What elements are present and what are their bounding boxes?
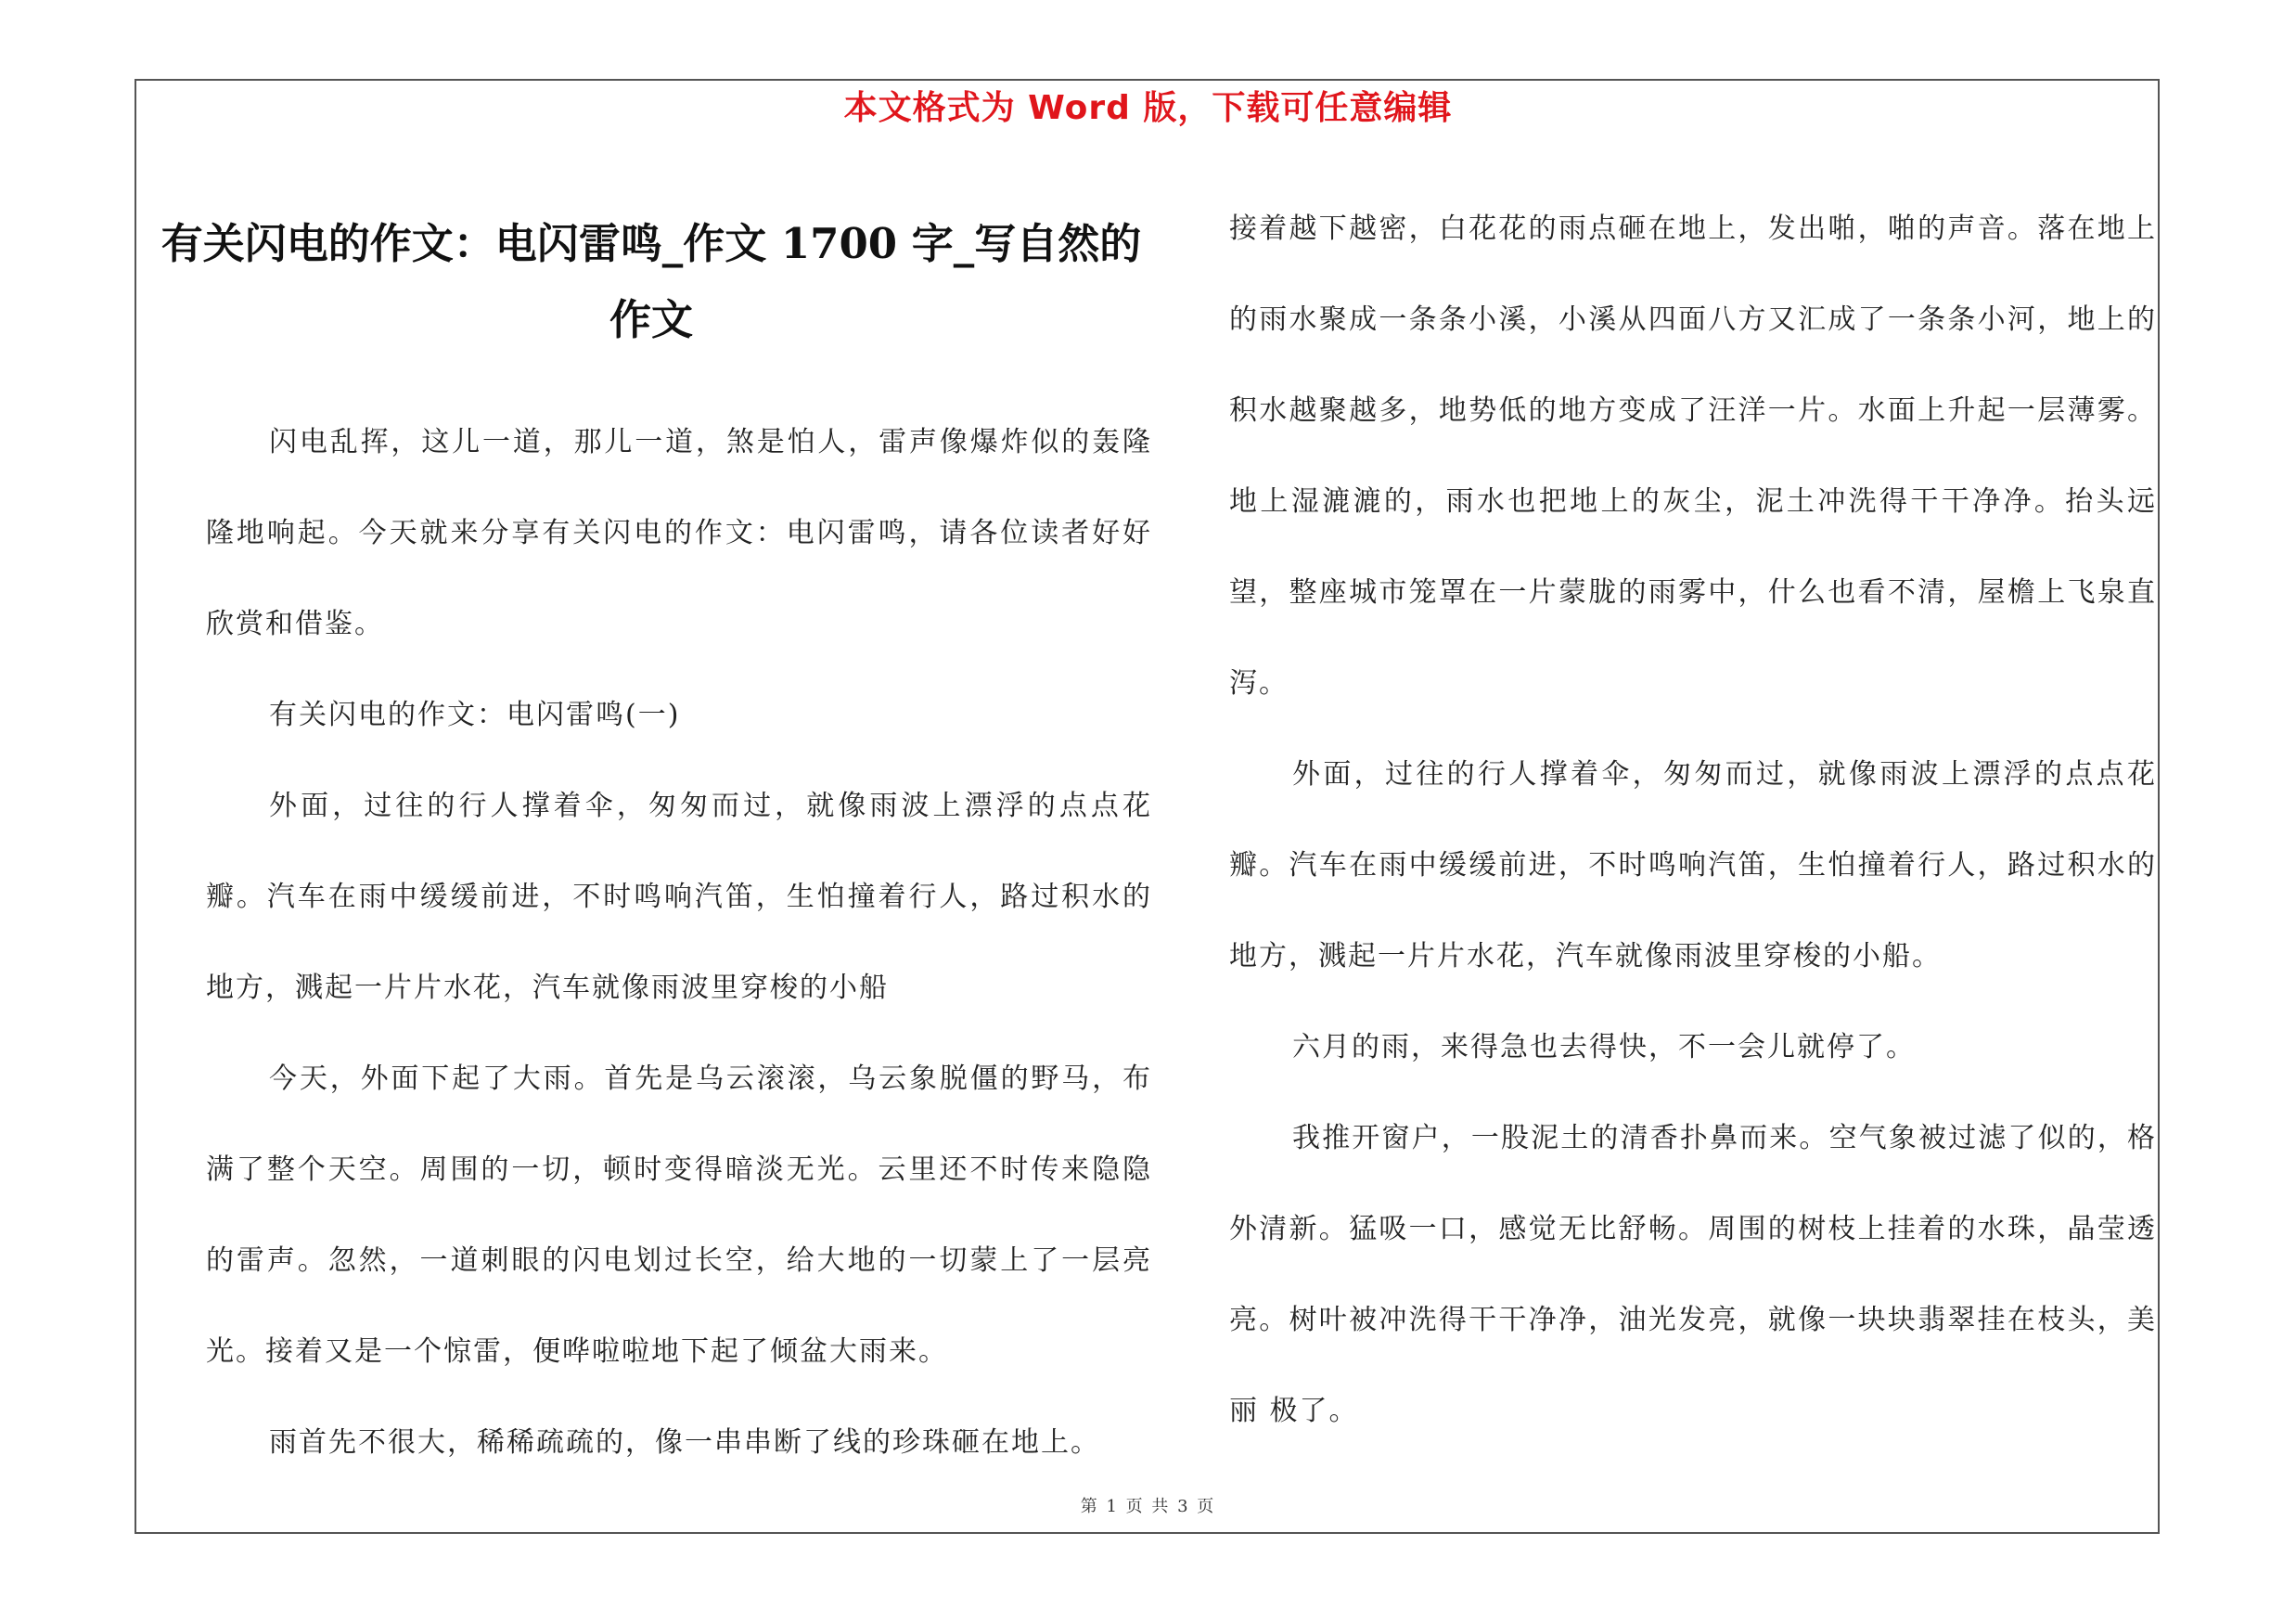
- right-column: [1229, 184, 2157, 1457]
- paragraph-intro: 闪电乱挥，这儿一道，那儿一道，煞是怕人，雷声像爆炸似的轰隆隆地响起。今天就来分享有关闪电的作文：电闪雷鸣，请各位读者好好欣赏和借鉴。: [206, 426, 1152, 640]
- paragraph-storm-begins: 今天，外面下起了大雨。首先是乌云滚滚，乌云象脱僵的野马，布满了整个天空。周围的一切，顿时变得暗淡无光。云里还不时传来隐隐的雷声。忽然，一道刺眼的闪电划过长空，给大地的一切蒙上了一层亮光。接着又是一个惊雷，便哗啦啦地下起了倾盆大雨来。: [206, 1063, 1152, 1368]
- paragraph-pedestrians-repeat: 外面，过往的行人撑着伞，匆匆而过，就像雨波上漂浮的点点花瓣。汽车在雨中缓缓前进，不时鸣响汽笛，生怕撞着行人，路过积水的地方，溅起一片片水花，汽车就像雨波里穿梭的小船。: [1229, 758, 2157, 973]
- document-title: 有关闪电的作文：电闪雷鸣_作文 1700 字_写自然的作文: [160, 219, 1142, 344]
- word-format-notice: 本文格式为 Word 版，下载可任意编辑: [843, 89, 1453, 127]
- section-heading: 有关闪电的作文：电闪雷鸣(一): [269, 699, 681, 731]
- page-number-label: 第 1 页 共 3 页: [1080, 1497, 1216, 1516]
- paragraph-june-rain: 六月的雨，来得急也去得快，不一会儿就停了。: [1292, 1031, 1916, 1063]
- paragraph-after-rain: 我推开窗户，一股泥土的清香扑鼻而来。空气象被过滤了似的，格外清新。猛吸一口，感觉无比舒畅。周围的树枝上挂着的水珠，晶莹透亮。树叶被冲洗得干干净净，油光发亮，就像一块块翡翠挂在枝头，美丽 极了。: [1229, 1122, 2157, 1427]
- paragraph-rain-continues: 接着越下越密，白花花的雨点砸在地上，发出啪，啪的声音。落在地上的雨水聚成一条条小溪，小溪从四面八方又汇成了一条条小河，地上的积水越聚越多，地势低的地方变成了汪洋一片。水面上升起一层薄雾。地上湿漉漉的，雨水也把地上的灰尘，泥土冲洗得干干净净。抬头远望，整座城市笼罩在一片蒙胧的雨雾中，什么也看不清，屋檐上飞泉直泻。: [1229, 213, 2157, 700]
- left-column: [150, 206, 1152, 1488]
- paragraph-rain-starts: 雨首先不很大，稀稀疏疏的，像一串串断了线的珍珠砸在地上。: [269, 1426, 1100, 1459]
- paragraph-pedestrians: 外面，过往的行人撑着伞，匆匆而过，就像雨波上漂浮的点点花瓣。汽车在雨中缓缓前进，不时鸣响汽笛，生怕撞着行人，路过积水的地方，溅起一片片水花，汽车就像雨波里穿梭的小船: [206, 790, 1152, 1004]
- page-number: [0, 1496, 2296, 1518]
